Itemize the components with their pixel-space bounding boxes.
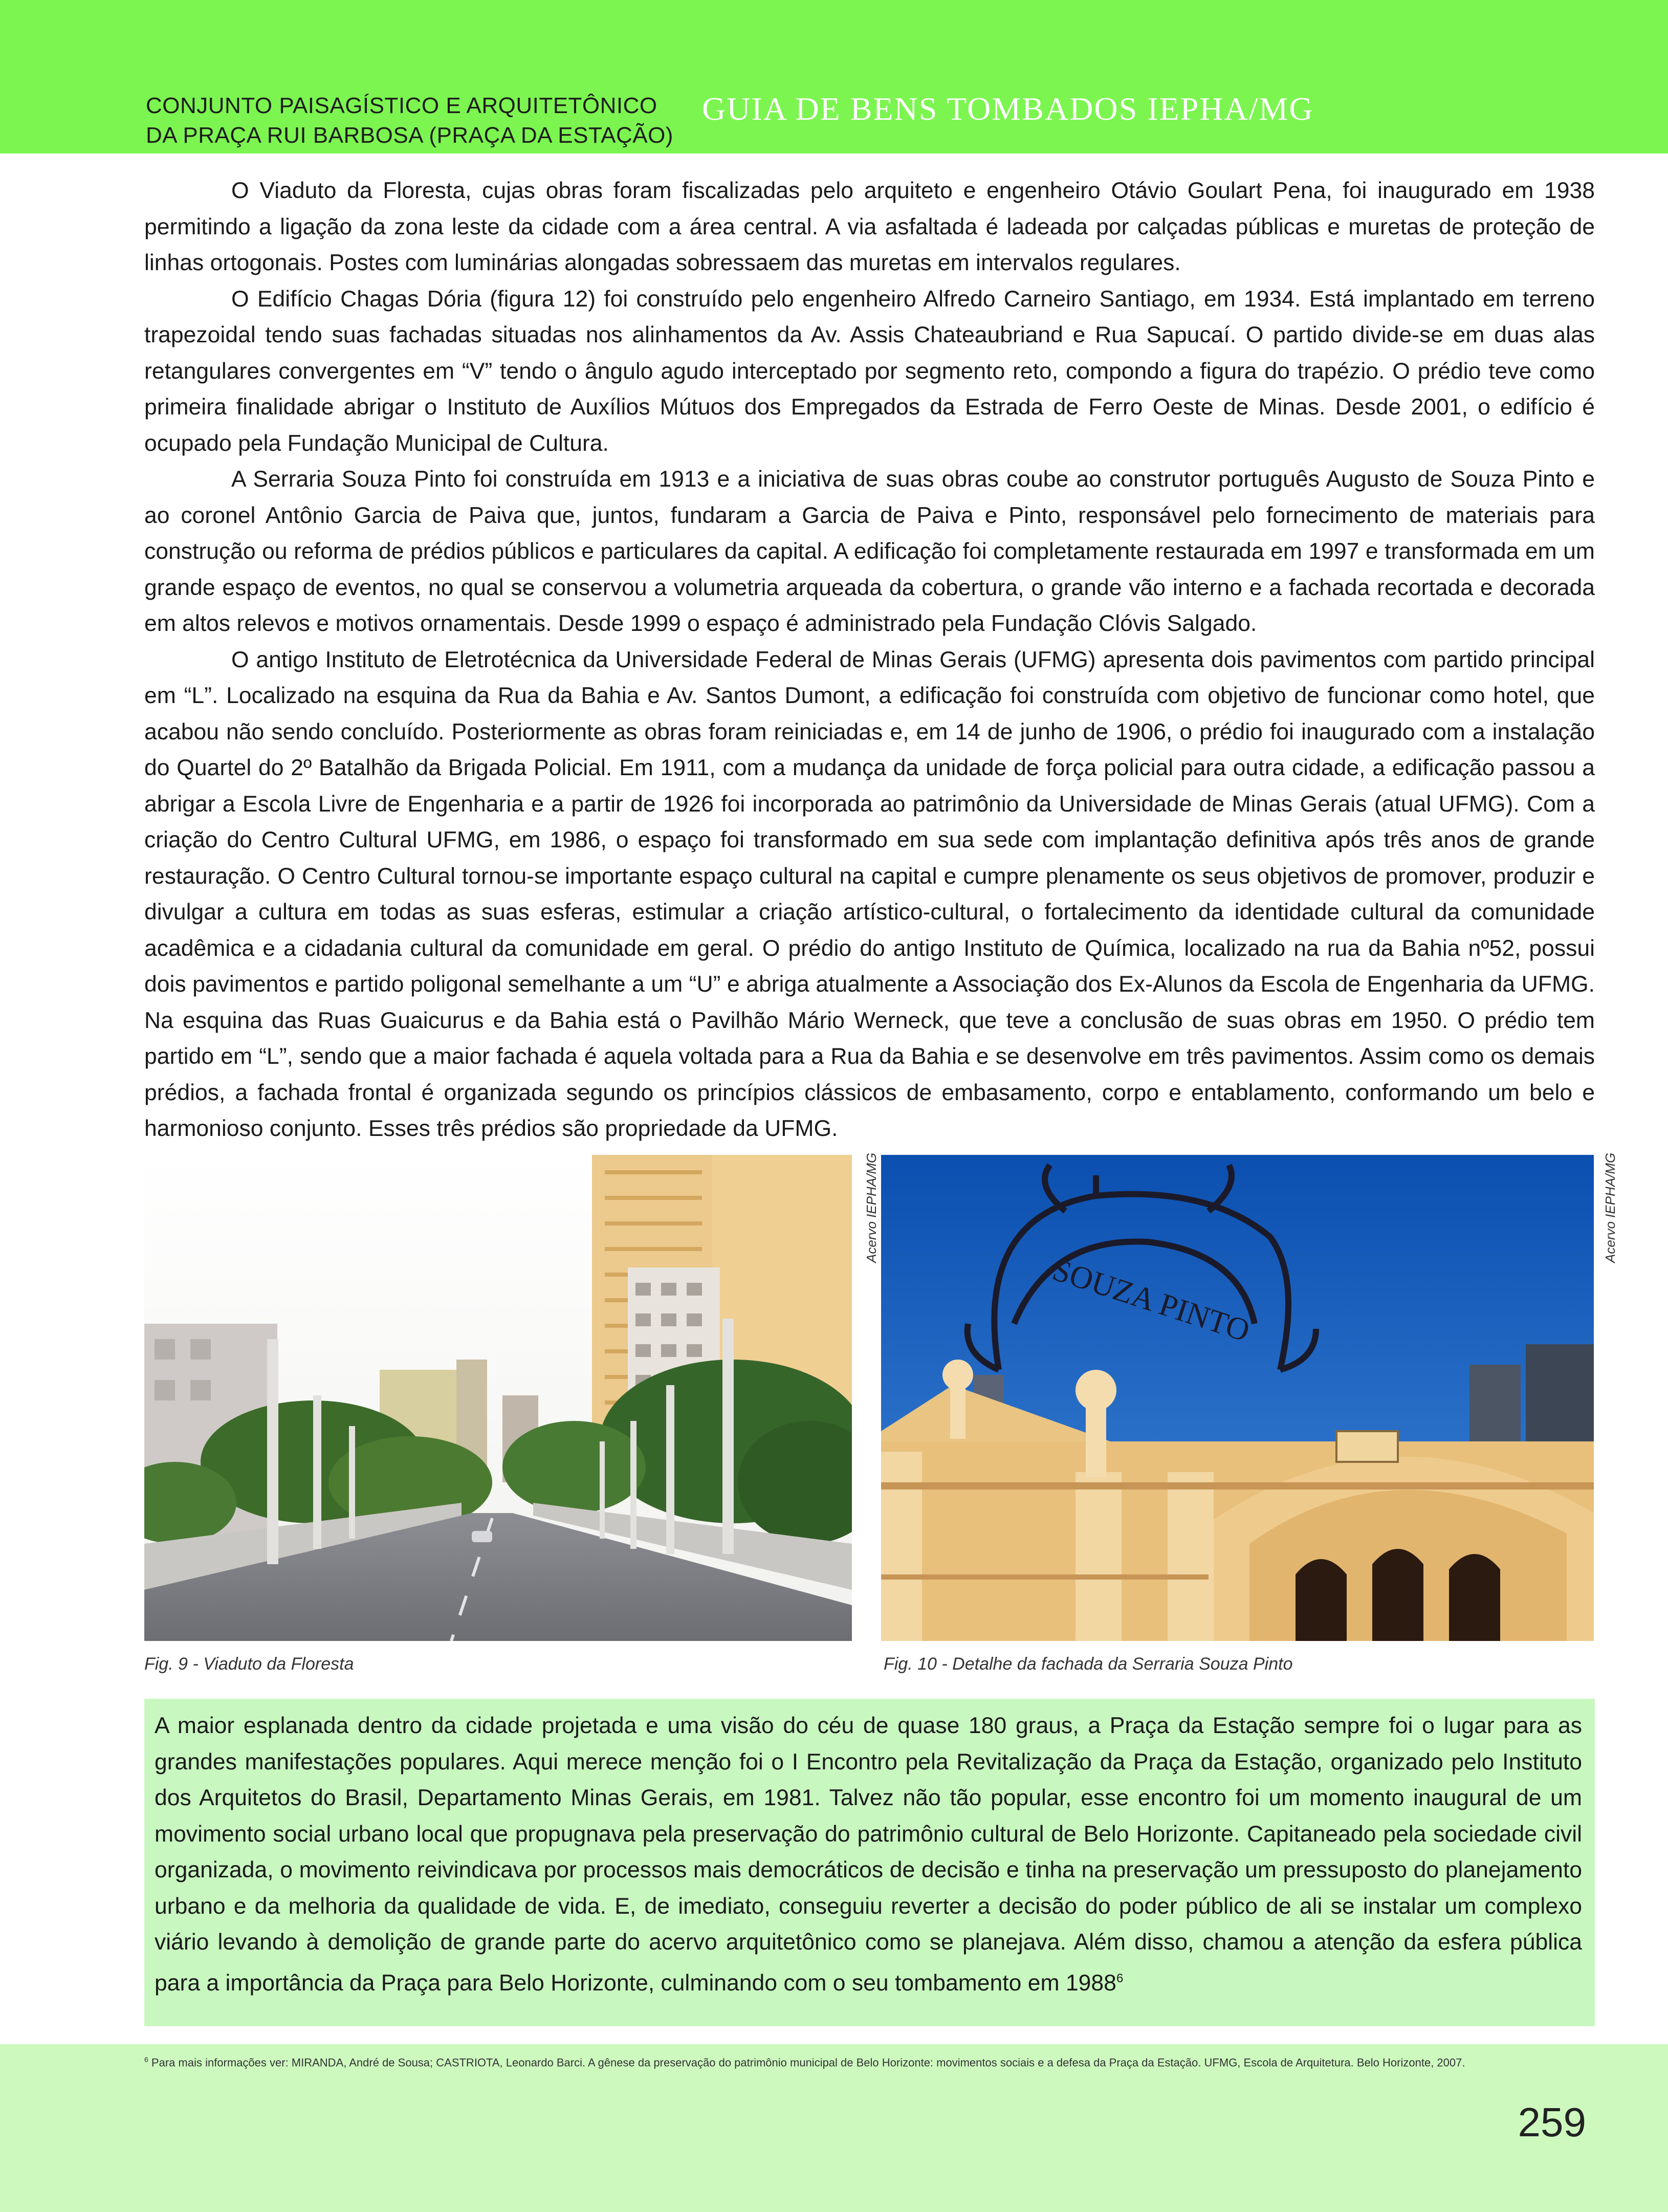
- footnote-text: Para mais informações ver: MIRANDA, André de Sousa; CASTRIOTA, Leonardo Barci. A gênese da preservação do patrimônio municipal de Belo Horizonte: movimentos sociais e a defesa da Praça da Estação. UFMG, Escola de Arquitetura. Belo Horizonte, 2007.: [151, 2056, 1465, 2069]
- section-title-line2: DA PRAÇA RUI BARBOSA (PRAÇA DA ESTAÇÃO): [146, 123, 673, 148]
- footnote-ref[interactable]: 6: [1116, 1971, 1124, 1985]
- sign-souza-pinto: SOUZA PINTO: [1048, 1252, 1254, 1349]
- photo-credit-fig10: Acervo IEPHA/MG: [1603, 1152, 1618, 1263]
- caption-fig9: Fig. 9 - Viaduto da Floresta: [144, 1654, 354, 1674]
- footnote: [144, 2052, 1526, 2070]
- page-header: [0, 0, 1668, 154]
- photo-viaduto-da-floresta: [144, 1155, 852, 1641]
- paragraph-chagas-doria: O Edifício Chagas Dória (figura 12) foi construído pelo engenheiro Alfredo Carneiro Santiago, em 1934. Está implantado em terreno trapezoidal tendo suas fachadas situadas nos alinhamentos da Av. Assis Chateaubriand e Rua Sapucaí. O partido divide-se em duas alas retangulares convergentes em “V” tendo o ângulo agudo interceptado por segmento reto, compondo a figura do trapézio. O prédio teve como primeira finalidade abrigar o Instituto de Auxílios Mútuos dos Empregados da Estrada de Ferro Oeste de Minas. Desde 2001, o edifício é ocupado pela Fundação Municipal de Cultura.: [144, 286, 1595, 456]
- photo-serraria-souza-pinto: [881, 1155, 1594, 1641]
- paragraph-serraria: A Serraria Souza Pinto foi construída em 1913 e a iniciativa de suas obras coube ao construtor português Augusto de Souza Pinto e ao coronel Antônio Garcia de Paiva que, juntos, fundaram a Garcia de Paiva e Pinto, responsável pelo fornecimento de materiais para construção ou reforma de prédios públicos e particulares da capital. A edificação foi completamente restaurada em 1997 e transformada em um grande espaço de eventos, no qual se conservou a volumetria arqueada da cobertura, o grande vão interno e a fachada recortada e decorada em altos relevos e motivos ornamentais. Desde 1999 o espaço é administrado pela Fundação Clóvis Salgado.: [144, 467, 1595, 636]
- section-title: [146, 91, 709, 150]
- highlight-box: [144, 1699, 1595, 2026]
- page-number: 259: [1518, 2099, 1586, 2145]
- body-text: [144, 173, 1595, 1147]
- paragraph-viaduto: O Viaduto da Floresta, cujas obras foram fiscalizadas pelo arquiteto e engenheiro Otávio Goulart Pena, foi inaugurado em 1938 permitindo a ligação da zona leste da cidade com a área central. A via asfaltada é ladeada por calçadas públicas e muretas de proteção de linhas ortogonais. Postes com luminárias alongadas sobressaem das muretas em intervalos regulares.: [144, 178, 1595, 275]
- section-title-line1: CONJUNTO PAISAGÍSTICO E ARQUITETÔNICO: [146, 93, 657, 118]
- caption-fig10: Fig. 10 - Detalhe da fachada da Serraria Souza Pinto: [884, 1654, 1293, 1674]
- highlight-text: [155, 1708, 1582, 2001]
- paragraph-instituto: O antigo Instituto de Eletrotécnica da Universidade Federal de Minas Gerais (UFMG) apresenta dois pavimentos com partido principal em “L”. Localizado na esquina da Rua da Bahia e Av. Santos Dumont, a edificação foi construída com objetivo de funcionar como hotel, que acabou não sendo concluído. Posteriormente as obras foram reiniciadas e, em 14 de junho de 1906, o prédio foi inaugurado com a instalação do Quartel do 2º Batalhão da Brigada Policial. Em 1911, com a mudança da unidade de força policial para outra cidade, a edificação passou a abrigar a Escola Livre de Engenharia e a partir de 1926 foi incorporada ao patrimônio da Universidade de Minas Gerais (atual UFMG). Com a criação do Centro Cultural UFMG, em 1986, o espaço foi transformado em sua sede com implantação definitiva após três anos de grande restauração. O Centro Cultural tornou-se importante espaço cultural na capital e cumpre plenamente os seus objetivos de promover, produzir e divulgar a cultura em todas as suas esferas, estimular a criação artístico-cultural, o fortalecimento da identidade cultural da comunidade acadêmica e a cidadania cultural da comunidade em geral. O prédio do antigo Instituto de Química, localizado na rua da Bahia nº52, possui dois pavimentos e partido poligonal semelhante a um “U” e abriga atualmente a Associação dos Ex-Alunos da Escola de Engenharia da UFMG. Na esquina das Ruas Guaicurus e da Bahia está o Pavilhão Mário Werneck, que teve a conclusão de suas obras em 1950. O prédio tem partido em “L”, sendo que a maior fachada é aquela voltada para a Rua da Bahia e se desenvolve em três pavimentos. Assim como os demais prédios, a fachada frontal é organizada segundo os princípios clássicos de embasamento, corpo e entablamento, conformando um belo e harmonioso conjunto. Esses três prédios são propriedade da UFMG.: [144, 647, 1595, 1141]
- photo-credit-fig9: Acervo IEPHA/MG: [864, 1152, 879, 1263]
- footnote-number: 6: [144, 2055, 148, 2064]
- guide-title: GUIA DE BENS TOMBADOS IEPHA/MG: [702, 91, 1314, 127]
- highlight-text-body: A maior esplanada dentro da cidade projetada e uma visão do céu de quase 180 graus, a Praça da Estação sempre foi o lugar para as grandes manifestações populares. Aqui merece menção foi o I Encontro pela Revitalização da Praça da Estação, organizado pelo Instituto dos Arquitetos do Brasil, Departamento Minas Gerais, em 1981. Talvez não tão popular, esse encontro foi um momento inaugural de um movimento social urbano local que propugnava pela preservação do patrimônio cultural de Belo Horizonte. Capitaneado pela sociedade civil organizada, o movimento reivindicava por processos mais democráticos de decisão e tinha na preservação um pressuposto do planejamento urbano e da melhoria da qualidade de vida. E, de imediato, conseguiu reverter a decisão do poder público de ali se instalar um complexo viário levando à demolição de grande parte do acervo arquitetônico como se planejava. Além disso, chamou a atenção da esfera pública para a importância da Praça para Belo Horizonte, culminando com o seu tombamento em 1988: [155, 1713, 1582, 1996]
